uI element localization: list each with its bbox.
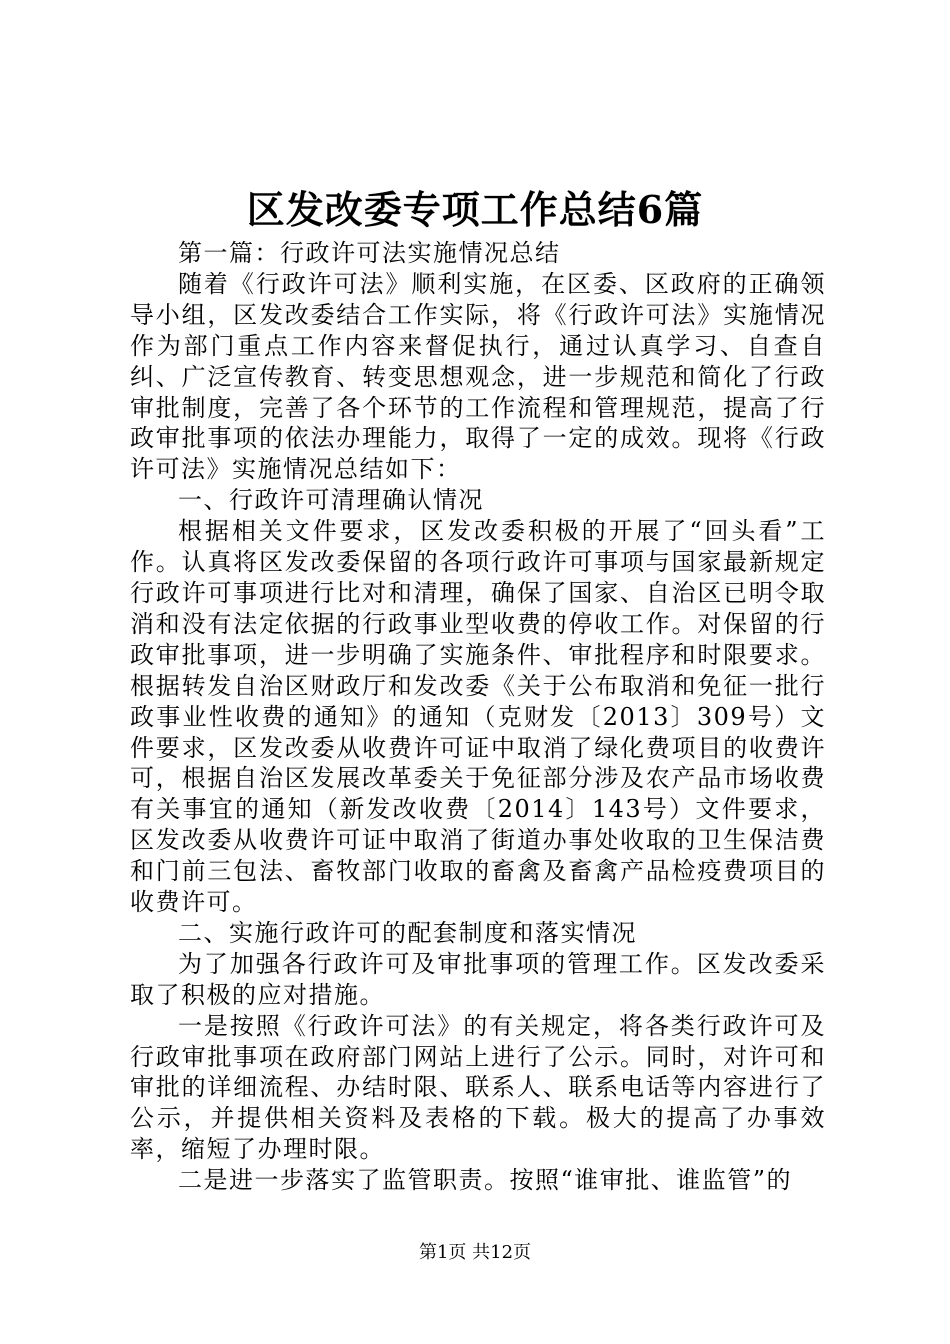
- section-heading: 一、行政许可清理确认情况: [178, 486, 484, 515]
- body-paragraph: 根据相关文件要求，区发改委积极的开展了“回头看”工作。认真将区发改委保留的各项行政许可事项与国家最新规定行政许可事项进行比对和清理，确保了国家、自治区已明令取消和没有法定依据的行政事业型收费的停收工作。对保留的行政审批事项，进一步明确了实施条件、审批程序和时限要求。根据转发自治区财政厅和发改委《关于公布取消和免征一批行政事业性收费的通知》的通知（克财发〔2013〕309号）文件要求，区发改委从收费许可证中取消了绿化费项目的收费许可，根据自治区发展改革委关于免征部分涉及农产品市场收费有关事宜的通知（新发改收费〔2014〕143号）文件要求，区发改委从收费许可证中取消了街道办事处收取的卫生保洁费和门前三包法、畜牧部门收取的畜禽及畜禽产品检疫费项目的收费许可。: [130, 517, 826, 917]
- page-number-footer: 第1页 共12页: [418, 1242, 532, 1263]
- section-heading: 二、实施行政许可的配套制度和落实情况: [178, 918, 637, 947]
- body-paragraph: 随着《行政许可法》顺利实施，在区委、区政府的正确领导小组，区发改委结合工作实际，将《行政许可法》实施情况作为部门重点工作内容来督促执行，通过认真学习、自查自纠、广泛宣传教育、转变思想观念，进一步规范和简化了行政审批制度，完善了各个环节的工作流程和管理规范，提高了行政审批事项的依法办理能力，取得了一定的成效。现将《行政许可法》实施情况总结如下：: [130, 269, 826, 484]
- body-paragraph: 二是进一步落实了监管职责。按照“谁审批、谁监管”的: [178, 1166, 793, 1195]
- body-paragraph: 一是按照《行政许可法》的有关规定，将各类行政许可及行政审批事项在政府部门网站上进行了公示。同时，对许可和审批的详细流程、办结时限、联系人、联系电话等内容进行了公示，并提供相关资料及表格的下载。极大的提高了办事效率，缩短了办理时限。: [130, 1011, 826, 1164]
- document-body: [130, 238, 826, 1196]
- body-paragraph: 为了加强各行政许可及审批事项的管理工作。区发改委采取了积极的应对措施。: [130, 949, 826, 1009]
- section-heading: 第一篇：行政许可法实施情况总结: [178, 239, 561, 267]
- document-title: 区发改委专项工作总结6篇: [246, 187, 704, 232]
